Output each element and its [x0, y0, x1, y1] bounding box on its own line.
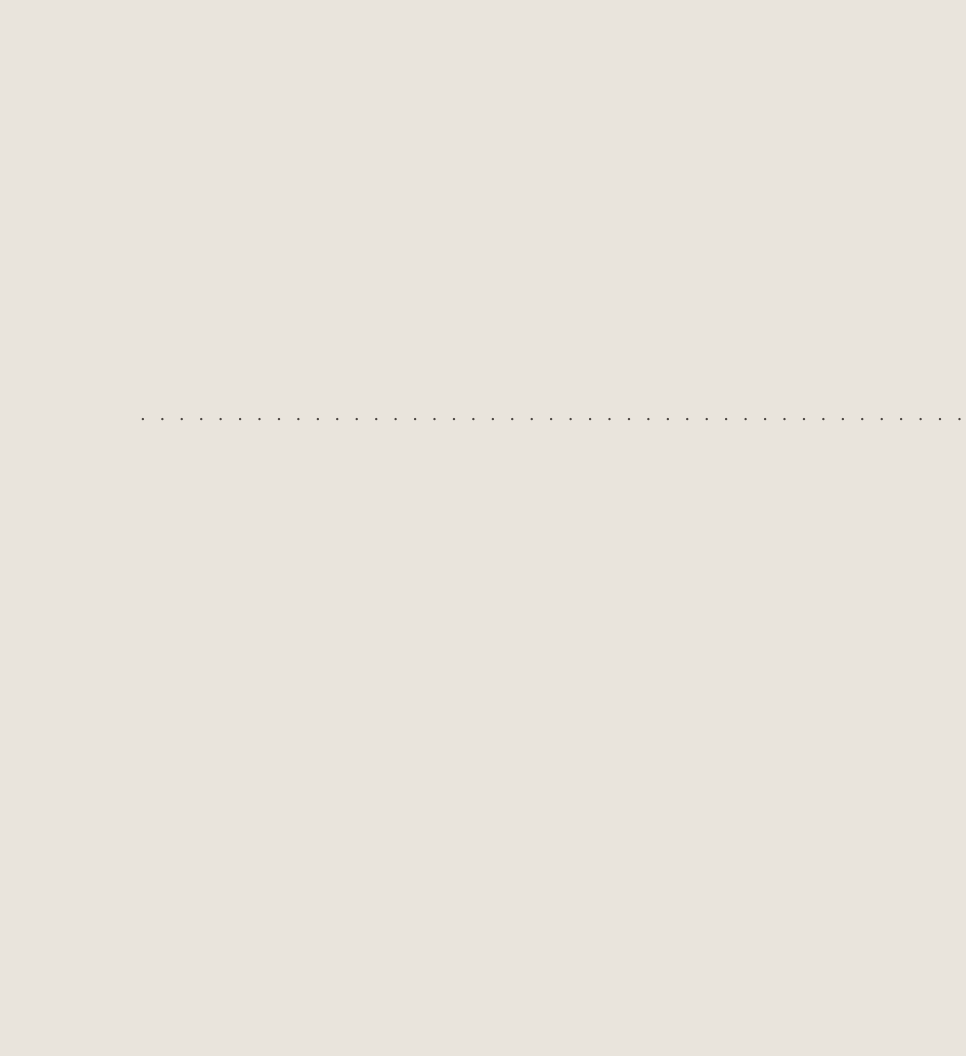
- toc-entry-introduction: [113, 398, 966, 431]
- leader-dots: . . . . . . . . . . . . . . . . . . . . . . . . . . . . . . . . . . . . . . . . . . .: [140, 404, 966, 425]
